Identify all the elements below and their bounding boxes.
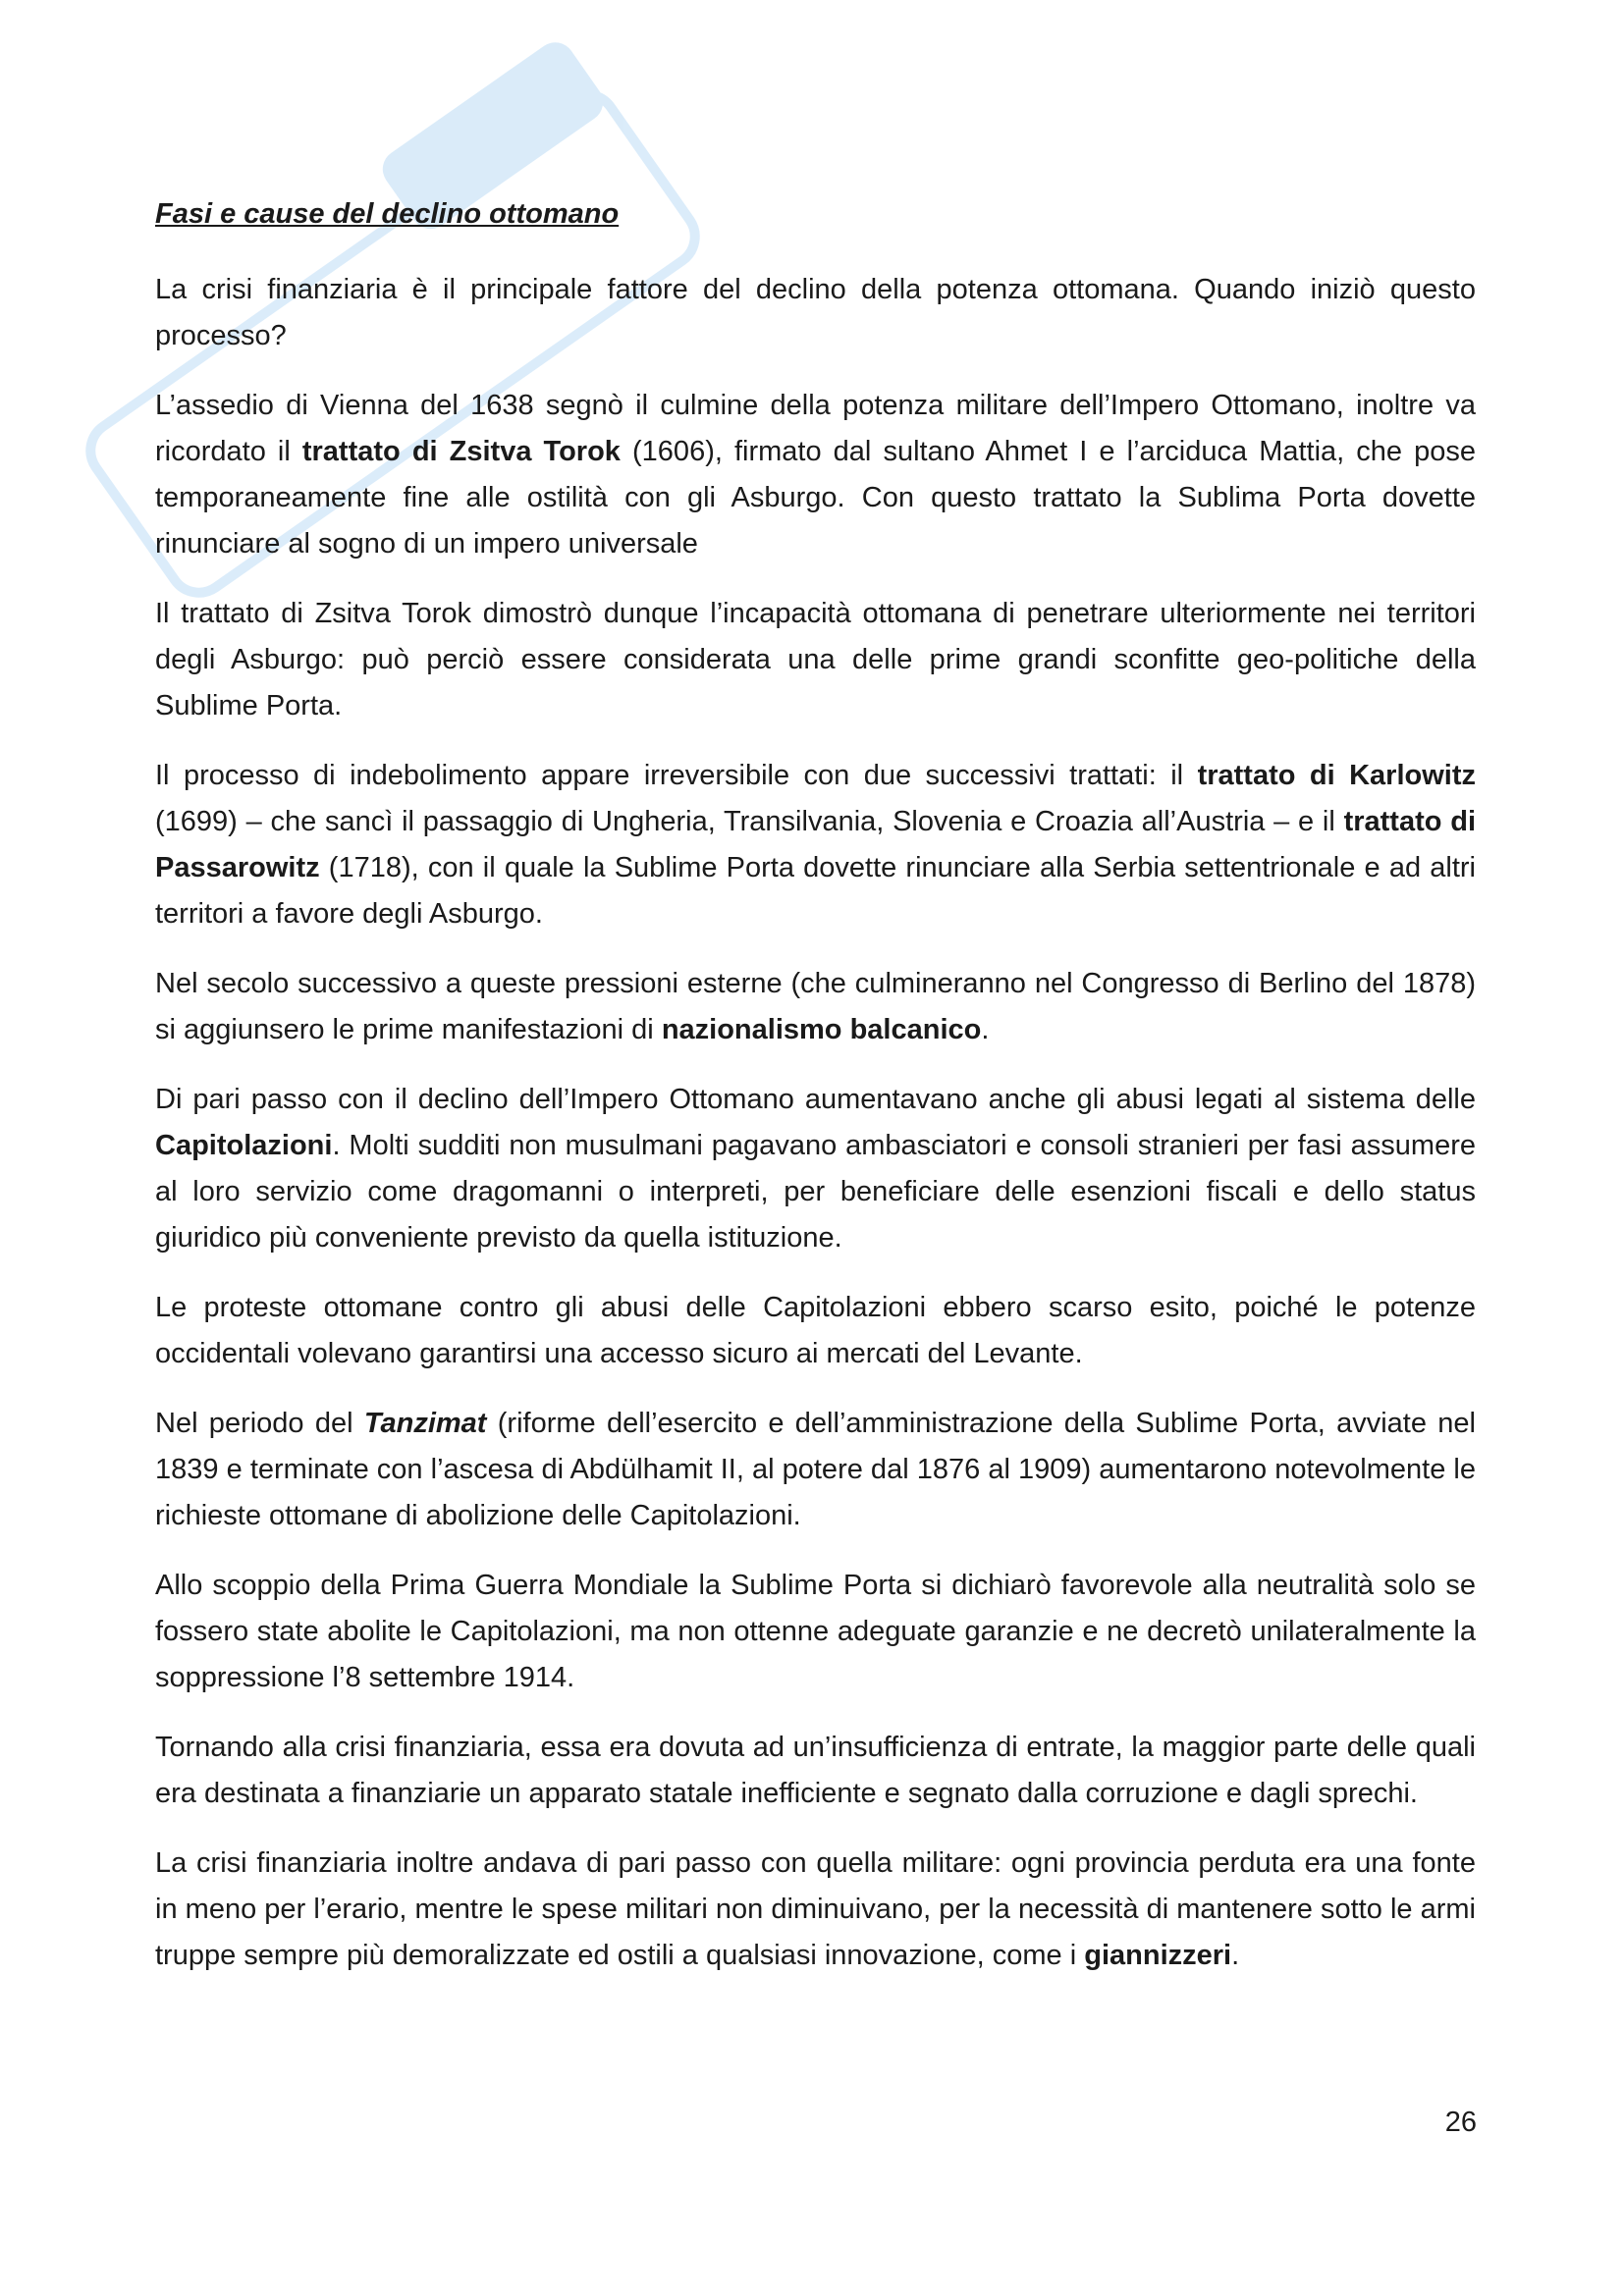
paragraph-8: Nel periodo del Tanzimat (riforme dell’esercito e dell’amministrazione della Sublime Porta, avviate nel 1839 e terminate con l’ascesa di Abdülhamit II, al potere dal 1876 al 1909) aumentarono notevolmente le richieste ottomane di abolizione delle Capitolazioni. bbox=[155, 1408, 1476, 1531]
paragraph-9: Allo scoppio della Prima Guerra Mondiale la Sublime Porta si dichiarò favorevole alla neutralità solo se fossero state abolite le Capitolazioni, ma non ottenne adeguate garanzie e ne decretò unilateralmente la soppressione l’8 settembre 1914. bbox=[155, 1570, 1476, 1693]
term-capitolazioni: Capitolazioni bbox=[155, 1130, 333, 1161]
document-page bbox=[155, 192, 1476, 2002]
paragraph-1: La crisi finanziaria è il principale fattore del declino della potenza ottomana. Quando iniziò questo processo? bbox=[155, 274, 1476, 351]
paragraph-6: Di pari passo con il declino dell’Impero Ottomano aumentavano anche gli abusi legati al sistema delle Capitolazioni. Molti sudditi non musulmani pagavano ambasciatori e consoli stranieri per fasi assumere al loro servizio come dragomanni o interpreti, per beneficiare delle esenzioni fiscali e dello status giuridico più conveniente previsto da quella istituzione. bbox=[155, 1084, 1476, 1254]
term-passarowitz: trattato di Passarowitz bbox=[155, 806, 1476, 883]
term-giannizzeri: giannizzeri bbox=[1084, 1940, 1232, 1971]
term-nazionalismo: nazionalismo balcanico bbox=[661, 1014, 982, 1045]
term-karlowitz: trattato di Karlowitz bbox=[1197, 760, 1477, 791]
page-number: 26 bbox=[1444, 2107, 1477, 2138]
term-tanzimat: Tanzimat bbox=[363, 1408, 487, 1439]
paragraph-3: Il trattato di Zsitva Torok dimostrò dunque l’incapacità ottomana di penetrare ulteriormente nei territori degli Asburgo: può perciò essere considerata una delle prime grandi sconfitte geo-politiche della Sublime Porta. bbox=[155, 598, 1476, 721]
paragraph-7: Le proteste ottomane contro gli abusi delle Capitolazioni ebbero scarso esito, poiché le potenze occidentali volevano garantirsi una accesso sicuro ai mercati del Levante. bbox=[155, 1292, 1476, 1369]
paragraph-4: Il processo di indebolimento appare irreversibile con due successivi trattati: il trattato di Karlowitz (1699) – che sancì il passaggio di Ungheria, Transilvania, Slovenia e Croazia all’Austria – e il trattato di Passarowitz (1718), con il quale la Sublime Porta dovette rinunciare alla Serbia settentrionale e ad altri territori a favore degli Asburgo. bbox=[155, 760, 1477, 930]
paragraph-2: L’assedio di Vienna del 1638 segnò il culmine della potenza militare dell’Impero Ottomano, inoltre va ricordato il trattato di Zsitva Torok (1606), firmato dal sultano Ahmet I e l’arciduca Mattia, che pose temporaneamente fine alle ostilità con gli Asburgo. Con questo trattato la Sublima Porta dovette rinunciare al sogno di un impero universale bbox=[155, 390, 1476, 560]
section-heading: Fasi e cause del declino ottomano bbox=[155, 198, 620, 230]
paragraph-10: Tornando alla crisi finanziaria, essa era dovuta ad un’insufficienza di entrate, la maggior parte delle quali era destinata a finanziarie un apparato statale inefficiente e segnato dalla corruzione e dagli sprechi. bbox=[155, 1732, 1476, 1809]
paragraph-5: Nel secolo successivo a queste pressioni esterne (che culmineranno nel Congresso di Berlino del 1878) si aggiunsero le prime manifestazioni di nazionalismo balcanico. bbox=[155, 968, 1476, 1045]
paragraph-11: La crisi finanziaria inoltre andava di pari passo con quella militare: ogni provincia perduta era una fonte in meno per l’erario, mentre le spese militari non diminuivano, per la necessità di mantenere sotto le armi truppe sempre più demoralizzate ed ostili a qualsiasi innovazione, come i giannizzeri. bbox=[155, 1847, 1476, 1971]
term-zsitva-torok: trattato di Zsitva Torok bbox=[301, 436, 621, 467]
